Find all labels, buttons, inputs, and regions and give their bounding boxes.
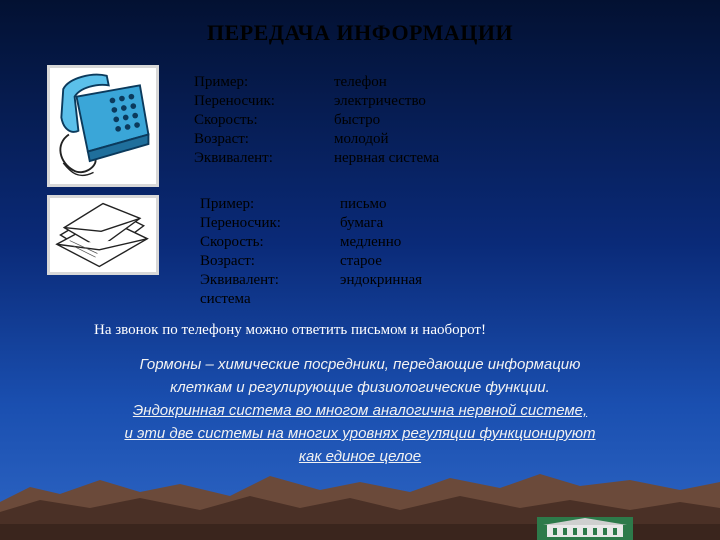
hormones-line-1: Гормоны – химические посредники, передающие информацию — [139, 356, 581, 373]
envelope-picture — [47, 195, 159, 275]
label-speed: Скорость: — [194, 112, 258, 128]
slide-title: ПЕРЕДАЧА ИНФОРМАЦИИ — [206, 20, 514, 45]
value-equivalent: нервная система — [334, 150, 440, 166]
value-speed: быстро — [334, 112, 381, 128]
building-logo — [537, 517, 633, 540]
value-example: телефон — [334, 74, 387, 90]
hormones-line-3 — [0, 400, 720, 422]
value-speed-2: медленно — [340, 234, 402, 250]
telephone-icon — [50, 68, 156, 184]
hormones-line-5-text: как единое целое — [298, 448, 422, 465]
value-example-2: письмо — [340, 196, 387, 212]
value-carrier-2: бумага — [340, 215, 384, 231]
value-equivalent-2-overflow: система — [200, 291, 251, 307]
hormones-line-2: клеткам и регулирующие физиологические функции. — [170, 379, 550, 396]
statement-text: На звонок по телефону можно ответить письмом и наоборот! — [94, 322, 486, 338]
label-age-2: Возраст: — [200, 253, 255, 269]
value-age: молодой — [334, 131, 389, 147]
label-speed-2: Скорость: — [200, 234, 264, 250]
value-carrier: электричество — [334, 93, 426, 109]
label-equivalent-2: Эквивалент: — [200, 272, 279, 288]
value-equivalent-2: эндокринная — [340, 272, 423, 288]
envelope-icon — [50, 198, 156, 272]
label-equivalent: Эквивалент: — [194, 150, 273, 166]
hormones-line-4-text: и эти две системы на многих уровнях регуляции функционируют — [124, 425, 596, 442]
label-example: Пример: — [194, 74, 249, 90]
hormones-line-3-text: Эндокринная система во многом аналогична нервной системе, — [132, 402, 588, 419]
hormones-line-4 — [0, 423, 720, 445]
label-example-2: Пример: — [200, 196, 255, 212]
telephone-picture — [47, 65, 159, 187]
label-carrier: Переносчик: — [194, 93, 275, 109]
value-age-2: старое — [340, 253, 382, 269]
label-carrier-2: Переносчик: — [200, 215, 281, 231]
label-age: Возраст: — [194, 131, 249, 147]
